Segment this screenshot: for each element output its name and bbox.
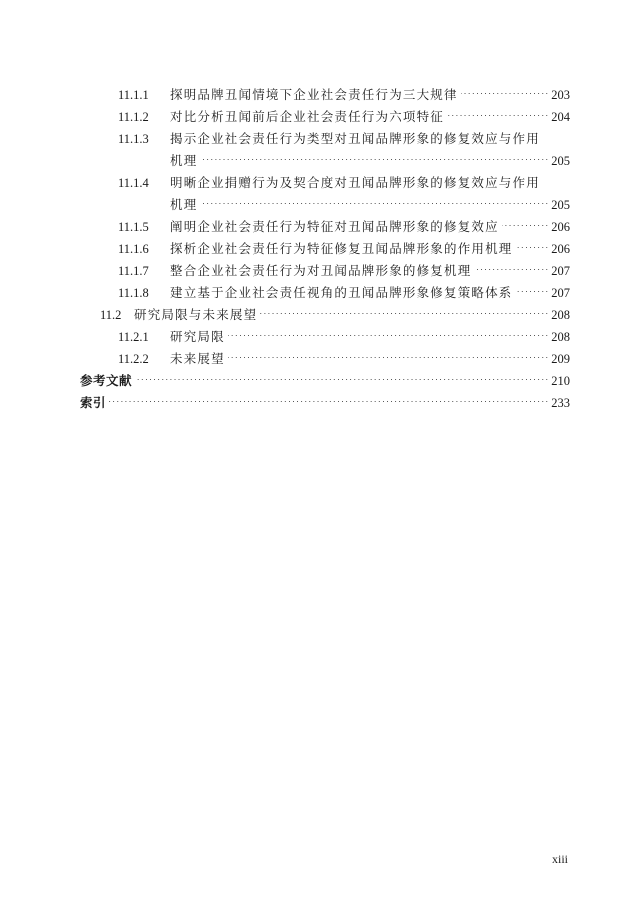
toc-entry[interactable] <box>0 238 638 260</box>
toc-entry-page: 204 <box>550 106 570 128</box>
toc-entry-title: 探明品牌丑闻情境下企业社会责任行为三大规律 <box>170 87 461 102</box>
toc-chapter-entry-index[interactable] <box>0 392 638 414</box>
toc-entry-number: 11.2 <box>100 308 122 322</box>
toc-entry-page: 208 <box>550 326 570 348</box>
toc-entry-continuation[interactable] <box>0 150 638 172</box>
page-number: xiii <box>551 852 568 866</box>
toc-entry-title: 阐明企业社会责任行为特征对丑闻品牌形象的修复效应 <box>170 219 502 234</box>
toc-entry-page: 207 <box>550 260 570 282</box>
toc-entry-title-cont: 机理 <box>170 197 200 212</box>
toc-section-entry[interactable] <box>0 304 638 326</box>
toc-entry-number: 11.1.2 <box>118 110 149 124</box>
toc-entry-page: 205 <box>550 194 570 216</box>
toc-leader-dots <box>170 348 568 370</box>
toc-entry[interactable] <box>0 260 638 282</box>
toc-entry[interactable] <box>0 282 638 304</box>
toc-entry-page: 206 <box>550 238 570 260</box>
toc-entry-number: 11.1.8 <box>118 286 149 300</box>
toc-entry-title: 对比分析丑闻前后企业社会责任行为六项特征 <box>170 109 447 124</box>
toc-entry[interactable] <box>0 106 638 128</box>
toc-entry-page: 233 <box>550 392 570 414</box>
toc-entry-title: 研究局限与未来展望 <box>134 307 260 322</box>
toc-entry-title: 探析企业社会责任行为特征修复丑闻品牌形象的作用机理 <box>170 241 516 256</box>
toc-entry-number: 11.1.3 <box>118 132 149 146</box>
toc-entry-continuation[interactable] <box>0 194 638 216</box>
toc-entry[interactable] <box>0 348 638 370</box>
toc-entry-number: 11.1.4 <box>118 176 149 190</box>
toc-entry-number: 11.1.6 <box>118 242 149 256</box>
toc-entry[interactable] <box>0 216 638 238</box>
toc-entry[interactable] <box>0 172 638 194</box>
toc-leader-dots <box>170 194 568 216</box>
toc-entry-title: 研究局限 <box>170 329 228 344</box>
toc-entry[interactable] <box>0 84 638 106</box>
toc-entry-title: 整合企业社会责任行为对丑闻品牌形象的修复机理 <box>170 263 474 278</box>
toc-entry-number: 11.1.5 <box>118 220 149 234</box>
toc-entry-title: 明晰企业捐赠行为及契合度对丑闻品牌形象的修复效应与作用 <box>170 175 543 190</box>
toc-leader-dots <box>170 150 568 172</box>
toc-leader-dots <box>80 392 568 414</box>
toc-entry-title: 未来展望 <box>170 351 228 366</box>
toc-entry-title-cont: 机理 <box>170 153 200 168</box>
toc-entry-page: 209 <box>550 348 570 370</box>
toc-entry[interactable] <box>0 326 638 348</box>
toc-entry-number: 11.1.7 <box>118 264 149 278</box>
toc-entry-title: 揭示企业社会责任行为类型对丑闻品牌形象的修复效应与作用 <box>170 131 543 146</box>
toc-leader-dots <box>170 326 568 348</box>
toc-entry-title: 建立基于企业社会责任视角的丑闻品牌形象修复策略体系 <box>170 285 516 300</box>
toc-entry-number: 11.2.1 <box>118 330 149 344</box>
toc-entry-number: 11.2.2 <box>118 352 149 366</box>
toc-entry-page: 205 <box>550 150 570 172</box>
toc-entry-page: 210 <box>550 370 570 392</box>
toc-entry-title: 参考文献 <box>80 373 135 388</box>
toc-entry-page: 208 <box>550 304 570 326</box>
toc-entry-page: 203 <box>550 84 570 106</box>
toc-entry[interactable] <box>0 128 638 150</box>
toc-leader-dots <box>80 370 568 392</box>
toc-entry-number: 11.1.1 <box>118 88 149 102</box>
toc-entry-title: 索引 <box>80 395 109 410</box>
toc-entry-page: 207 <box>550 282 570 304</box>
toc-chapter-entry-references[interactable] <box>0 370 638 392</box>
toc-entry-page: 206 <box>550 216 570 238</box>
